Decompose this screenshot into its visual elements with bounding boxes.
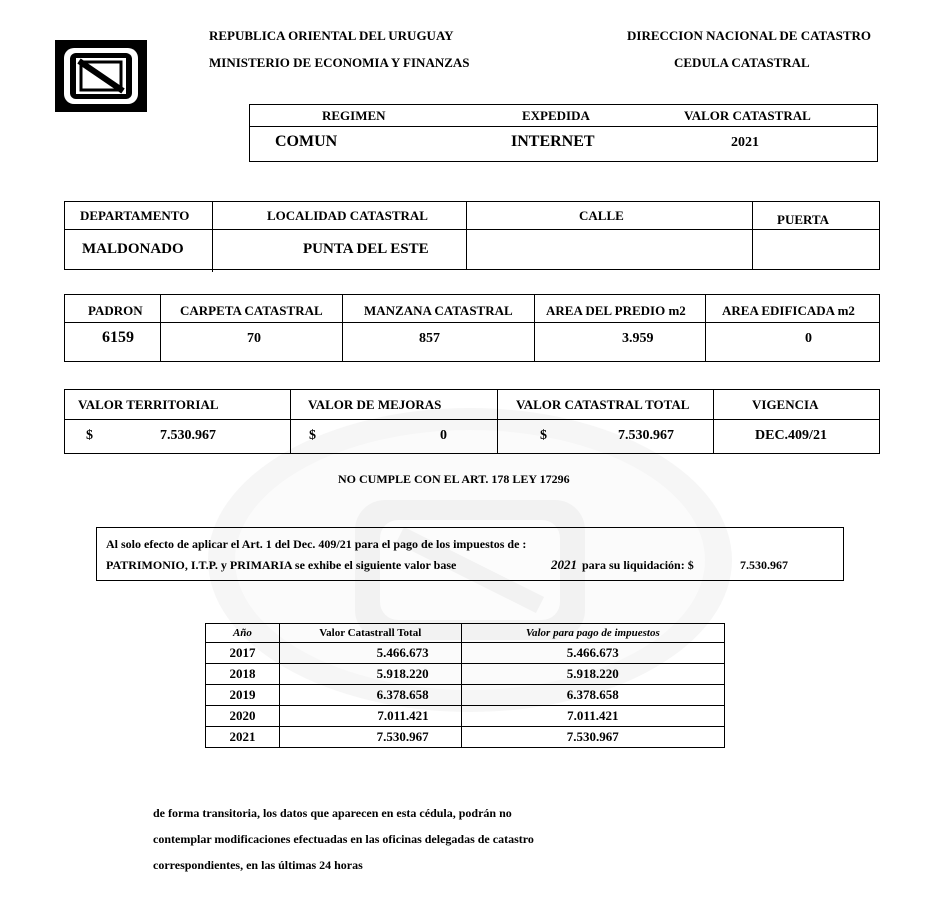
manzana-label: MANZANA CATASTRAL bbox=[364, 303, 513, 318]
valor-catastral-year: 2021 bbox=[731, 135, 759, 150]
history-year: 2018 bbox=[206, 664, 280, 685]
history-header-total: Valor Catastrall Total bbox=[279, 624, 461, 643]
manzana-value: 857 bbox=[419, 331, 440, 346]
territorial-value: 7.530.967 bbox=[160, 428, 216, 443]
history-year: 2021 bbox=[206, 727, 280, 748]
footer-line3: correspondientes, en las últimas 24 horas bbox=[153, 858, 363, 872]
history-year: 2020 bbox=[206, 706, 280, 727]
expedida-label: EXPEDIDA bbox=[522, 108, 590, 123]
history-impuestos: 5.918.220 bbox=[461, 664, 724, 685]
history-impuestos: 7.011.421 bbox=[461, 706, 724, 727]
vigencia-value: DEC.409/21 bbox=[755, 428, 827, 443]
history-row bbox=[206, 664, 725, 685]
header-ministerio: MINISTERIO DE ECONOMIA Y FINANZAS bbox=[209, 55, 470, 70]
valor-catastral-label: VALOR CATASTRAL bbox=[684, 108, 811, 123]
departamento-label: DEPARTAMENTO bbox=[80, 208, 190, 223]
notice-text: NO CUMPLE CON EL ART. 178 LEY 17296 bbox=[338, 472, 570, 486]
calle-label: CALLE bbox=[579, 208, 624, 223]
history-row bbox=[206, 727, 725, 748]
effect-line1: Al solo efecto de aplicar el Art. 1 del Dec. 409/21 para el pago de los impuestos de : bbox=[106, 537, 527, 551]
area-predio-label: AREA DEL PREDIO m2 bbox=[546, 303, 686, 318]
localidad-value: PUNTA DEL ESTE bbox=[303, 241, 429, 257]
departamento-value: MALDONADO bbox=[82, 241, 184, 257]
history-header-impuestos: Valor para pago de impuestos bbox=[461, 624, 724, 643]
total-label: VALOR CATASTRAL TOTAL bbox=[516, 397, 690, 412]
history-total: 7.530.967 bbox=[279, 727, 461, 748]
expedida-value: INTERNET bbox=[511, 133, 595, 150]
padron-value: 6159 bbox=[102, 329, 134, 346]
history-row bbox=[206, 706, 725, 727]
effect-line2-a: PATRIMONIO, I.T.P. y PRIMARIA se exhibe el siguiente valor base bbox=[106, 558, 457, 572]
header-direccion: DIRECCION NACIONAL DE CATASTRO bbox=[627, 28, 872, 43]
area-edificada-label: AREA EDIFICADA m2 bbox=[722, 303, 855, 318]
effect-line2-b: para su liquidación: $ bbox=[582, 558, 694, 572]
footer-line1: de forma transitoria, los datos que aparecen en esta cédula, podrán no bbox=[153, 806, 512, 820]
history-impuestos: 6.378.658 bbox=[461, 685, 724, 706]
regimen-label: REGIMEN bbox=[322, 108, 386, 123]
total-value: 7.530.967 bbox=[618, 428, 674, 443]
regimen-value: COMUN bbox=[275, 133, 338, 150]
mejoras-currency: $ bbox=[309, 428, 316, 443]
total-currency: $ bbox=[540, 428, 547, 443]
area-predio-value: 3.959 bbox=[622, 331, 654, 346]
header-cedula: CEDULA CATASTRAL bbox=[674, 55, 810, 70]
history-total: 6.378.658 bbox=[279, 685, 461, 706]
territorial-label: VALOR TERRITORIAL bbox=[78, 397, 219, 412]
vigencia-label: VIGENCIA bbox=[752, 397, 819, 412]
history-total: 5.466.673 bbox=[279, 643, 461, 664]
effect-amount: 7.530.967 bbox=[740, 558, 788, 572]
history-year: 2019 bbox=[206, 685, 280, 706]
effect-year: 2021 bbox=[551, 557, 577, 572]
mejoras-label: VALOR DE MEJORAS bbox=[308, 397, 442, 412]
history-year: 2017 bbox=[206, 643, 280, 664]
history-impuestos: 5.466.673 bbox=[461, 643, 724, 664]
localidad-label: LOCALIDAD CATASTRAL bbox=[267, 208, 428, 223]
header-republica: REPUBLICA ORIENTAL DEL URUGUAY bbox=[209, 28, 454, 43]
history-row bbox=[206, 685, 725, 706]
area-edificada-value: 0 bbox=[805, 331, 812, 346]
mejoras-value: 0 bbox=[440, 428, 447, 443]
effect-line2 bbox=[106, 558, 456, 573]
padron-label: PADRON bbox=[88, 303, 143, 318]
catastro-logo-icon bbox=[55, 40, 147, 112]
footer-line2: contemplar modificaciones efectuadas en las oficinas delegadas de catastro bbox=[153, 832, 534, 846]
history-total: 5.918.220 bbox=[279, 664, 461, 685]
history-row bbox=[206, 643, 725, 664]
territorial-currency: $ bbox=[86, 428, 93, 443]
puerta-label: PUERTA bbox=[777, 212, 830, 227]
carpeta-value: 70 bbox=[247, 331, 261, 346]
history-impuestos: 7.530.967 bbox=[461, 727, 724, 748]
history-table bbox=[205, 623, 725, 748]
carpeta-label: CARPETA CATASTRAL bbox=[180, 303, 323, 318]
history-total: 7.011.421 bbox=[279, 706, 461, 727]
history-header-year: Año bbox=[206, 624, 280, 643]
